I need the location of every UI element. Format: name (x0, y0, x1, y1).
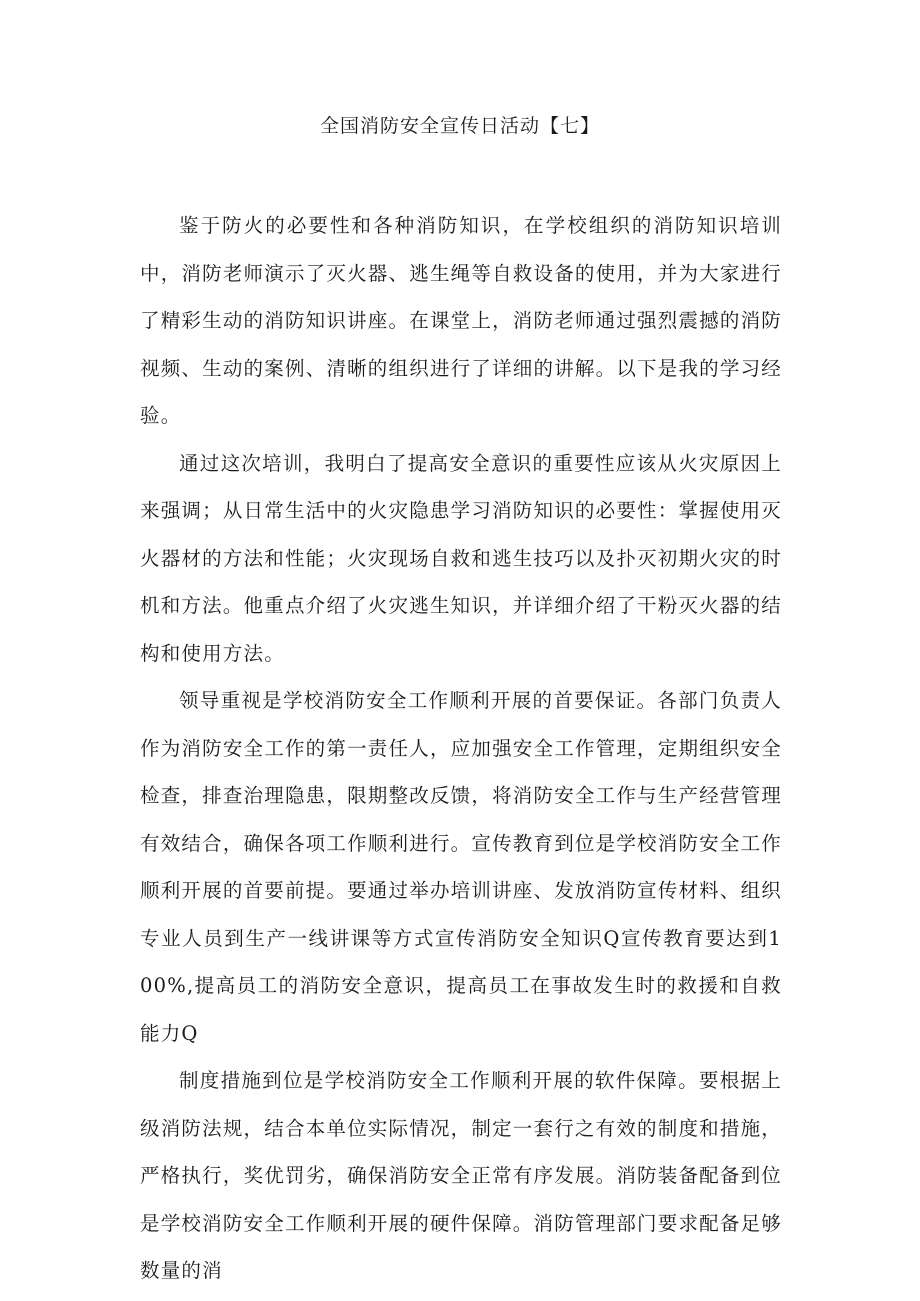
paragraph-2: 通过这次培训，我明白了提高安全意识的重要性应该从火灾原因上来强调；从日常生活中的火灾隐患学习消防知识的必要性：掌握使用灭火器材的方法和性能；火灾现场自救和逃生技巧以及扑灭初期火灾的时机和方法。他重点介绍了火灾逃生知识，并详细介绍了干粉灭火器的结构和使用方法。 (140, 451, 782, 665)
paragraph-1: 鉴于防火的必要性和各种消防知识，在学校组织的消防知识培训中，消防老师演示了灭火器、逃生绳等自救设备的使用，并为大家进行了精彩生动的消防知识讲座。在课堂上，消防老师通过强烈震撼的消防视频、生动的案例、清晰的组织进行了详细的讲解。以下是我的学习经验。 (140, 214, 782, 427)
document-body (140, 202, 782, 1295)
paragraph-3: 领导重视是学校消防安全工作顺利开展的首要保证。各部门负责人作为消防安全工作的第一责任人，应加强安全工作管理，定期组织安全检查，排查治理隐患，限期整改反馈，将消防安全工作与生产经营管理有效结合，确保各项工作顺利进行。宣传教育到位是学校消防安全工作顺利开展的首要前提。要通过举办培训讲座、发放消防宣传材料、组织专业人员到生产一线讲课等方式宣传消防安全知识Q宣传教育要达到100%,提高员工的消防安全意识，提高员工在事故发生时的救援和自救能力Q (140, 689, 782, 1045)
paragraph-4: 制度措施到位是学校消防安全工作顺利开展的软件保障。要根据上级消防法规，结合本单位实际情况，制定一套行之有效的制度和措施，严格执行，奖优罚劣，确保消防安全正常有序发展。消防装备配备到位是学校消防安全工作顺利开展的硬件保障。消防管理部门要求配备足够数量的消 (140, 1069, 782, 1282)
document-title: 全国消防安全宣传日活动【七】 (319, 115, 600, 137)
